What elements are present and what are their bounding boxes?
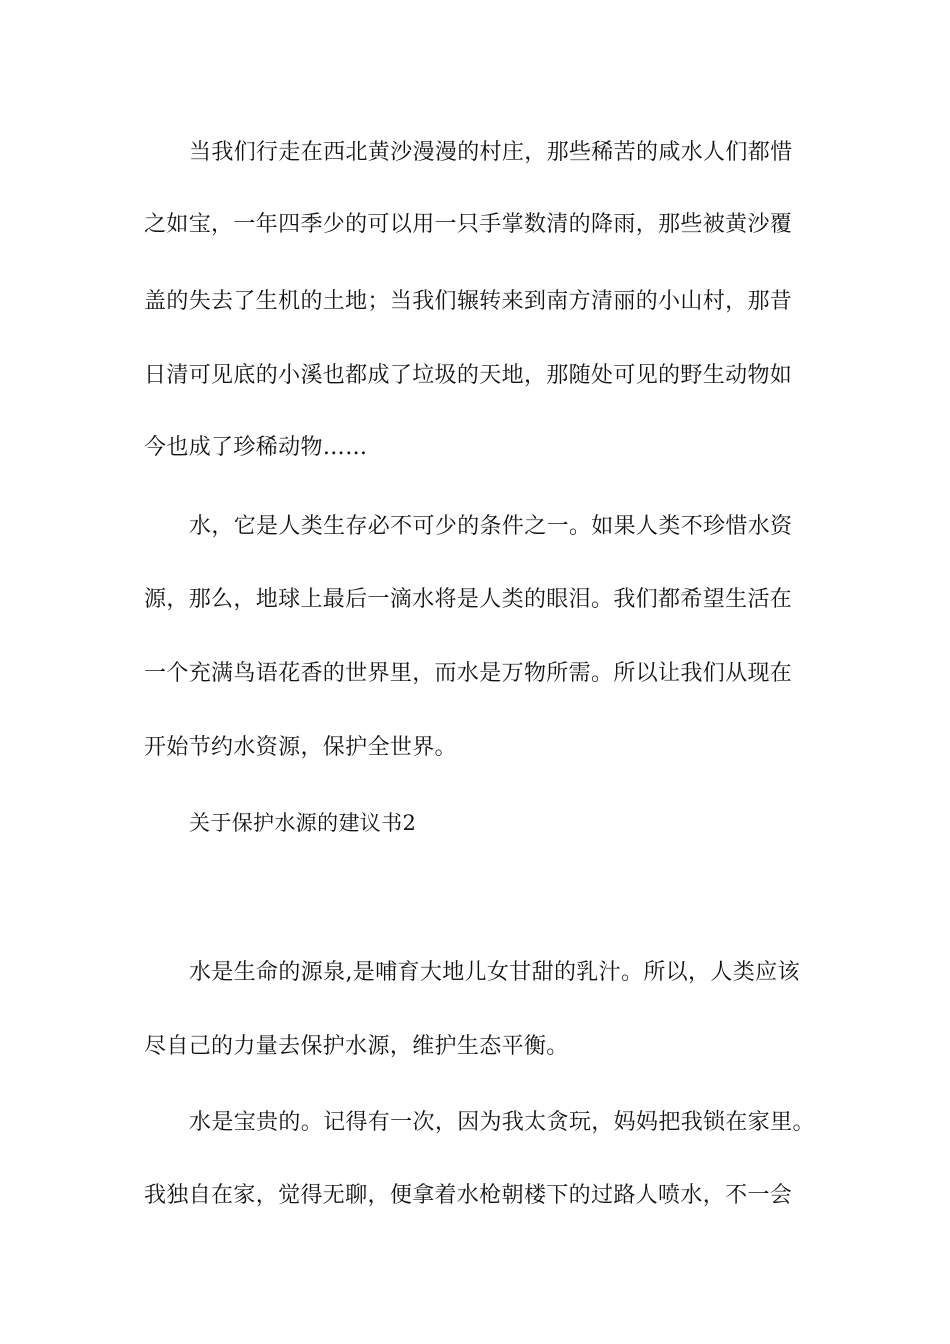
paragraph-line: 一个充满鸟语花香的世界里，而水是万物所需。所以让我们从现在 <box>144 661 793 686</box>
paragraph-line: 源，那么，地球上最后一滴水将是人类的眼泪。我们都希望生活在 <box>144 587 793 612</box>
paragraph-line: 之如宝，一年四季少的可以用一只手掌数清的降雨，那些被黄沙覆 <box>144 212 793 237</box>
paragraph-line: 开始节约水资源，保护全世界。 <box>144 735 457 760</box>
paragraph-line: 水是宝贵的。记得有一次，因为我太贪玩，妈妈把我锁在家里。 <box>189 1110 815 1135</box>
paragraph-line: 尽自己的力量去保护水源，维护生态平衡。 <box>144 1034 569 1059</box>
paragraph-line: 当我们行走在西北黄沙漫漫的村庄，那些稀苦的咸水人们都惜 <box>189 140 793 165</box>
paragraph-line: 今也成了珍稀动物…… <box>144 435 368 460</box>
paragraph-line: 我独自在家，觉得无聊，便拿着水枪朝楼下的过路人喷水，不一会 <box>144 1183 793 1208</box>
paragraph-line: 日清可见底的小溪也都成了垃圾的天地，那随处可见的野生动物如 <box>144 363 793 388</box>
paragraph-line: 水是生命的源泉,是哺育大地儿女甘甜的乳汁。所以，人类应该 <box>189 960 800 985</box>
section-heading: 关于保护水源的建议书2 <box>189 811 417 835</box>
paragraph-line: 盖的失去了生机的土地；当我们辗转来到南方清丽的小山村，那昔 <box>144 289 793 314</box>
paragraph-line: 水，它是人类生存必不可少的条件之一。如果人类不珍惜水资 <box>189 514 793 539</box>
